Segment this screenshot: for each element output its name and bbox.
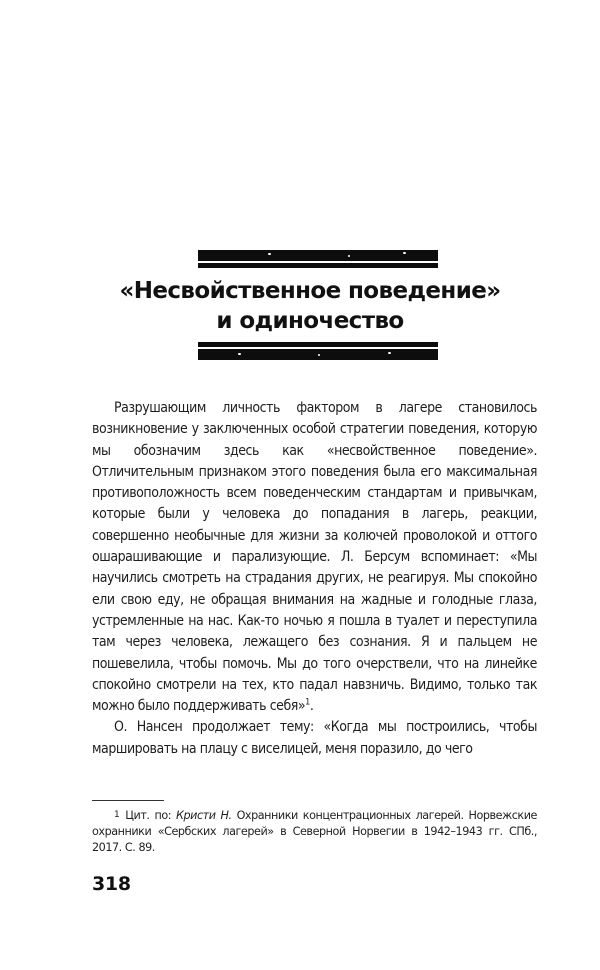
footnote-reference[interactable]: 1 xyxy=(305,697,310,708)
title-bar-speck xyxy=(318,354,320,356)
paragraph-2: О. Нансен продолжает тему: «Когда мы построились, чтобы маршировать на плацу с виселицей, меня поразило, до чего xyxy=(92,719,537,757)
body-text xyxy=(92,398,537,760)
title-bar-speck xyxy=(268,253,271,255)
title-bar-speck xyxy=(238,353,241,355)
title-bar-speck xyxy=(403,252,406,254)
title-bar-speck xyxy=(388,352,391,354)
title-bar-rule xyxy=(198,261,438,263)
title-bar-rule xyxy=(198,347,438,349)
chapter-title-line-2: и одиночество xyxy=(216,308,404,334)
title-decorative-bar-top xyxy=(198,250,438,268)
chapter-title-line-1: «Несвойственное поведение» xyxy=(119,278,501,304)
footnote-text: Охранники концентрационных лагерей. Норвежские охранники «Сербских лагерей» в Северной Норвегии в 1942–1943 гг. СПб., 2017. С. 89. xyxy=(92,809,537,854)
footnote-author: Кристи Н. xyxy=(176,809,232,822)
title-decorative-bar-bottom xyxy=(198,342,438,360)
footnote-divider xyxy=(92,800,164,801)
title-bar-speck xyxy=(348,255,350,257)
footnote xyxy=(92,807,537,856)
paragraph-1-text: Разрушающим личность фактором в лагере становилось возникновение у заключенных особой стратегии поведения, которую мы обозначим здесь как «несвойственное поведение». Отличительным признаком этого поведения была его максимальная противоположность всем поведенческим стандартам и привычкам, которые были у человека до попадания в лагерь, реакции, совершенно необычные для жизни за колючей проволокой и оттого ошарашивающие и парализующие. Л. Берсум вспоминает: «Мы научились смотреть на страдания других, не реагируя. Мы спокойно ели свою еду, не обращая внимания на жадные и голодные глаза, устремленные на нас. Как-то ночью я пошла в туалет и переступила там через человека, лежащего без сознания. Я и пальцем не пошевелила, чтобы помочь. Мы до того очерствели, что на линейке спокойно смотрели на тех, кто падал навзничь. Видимо, только так можно было поддерживать себя» xyxy=(92,400,537,715)
chapter-title xyxy=(90,276,530,336)
paragraph-1 xyxy=(92,398,537,717)
footnote-number: 1 xyxy=(114,810,120,820)
paragraph-1-end: . xyxy=(309,698,314,715)
footnote-prefix: Цит. по: xyxy=(125,809,177,822)
page-number: 318 xyxy=(92,873,131,895)
